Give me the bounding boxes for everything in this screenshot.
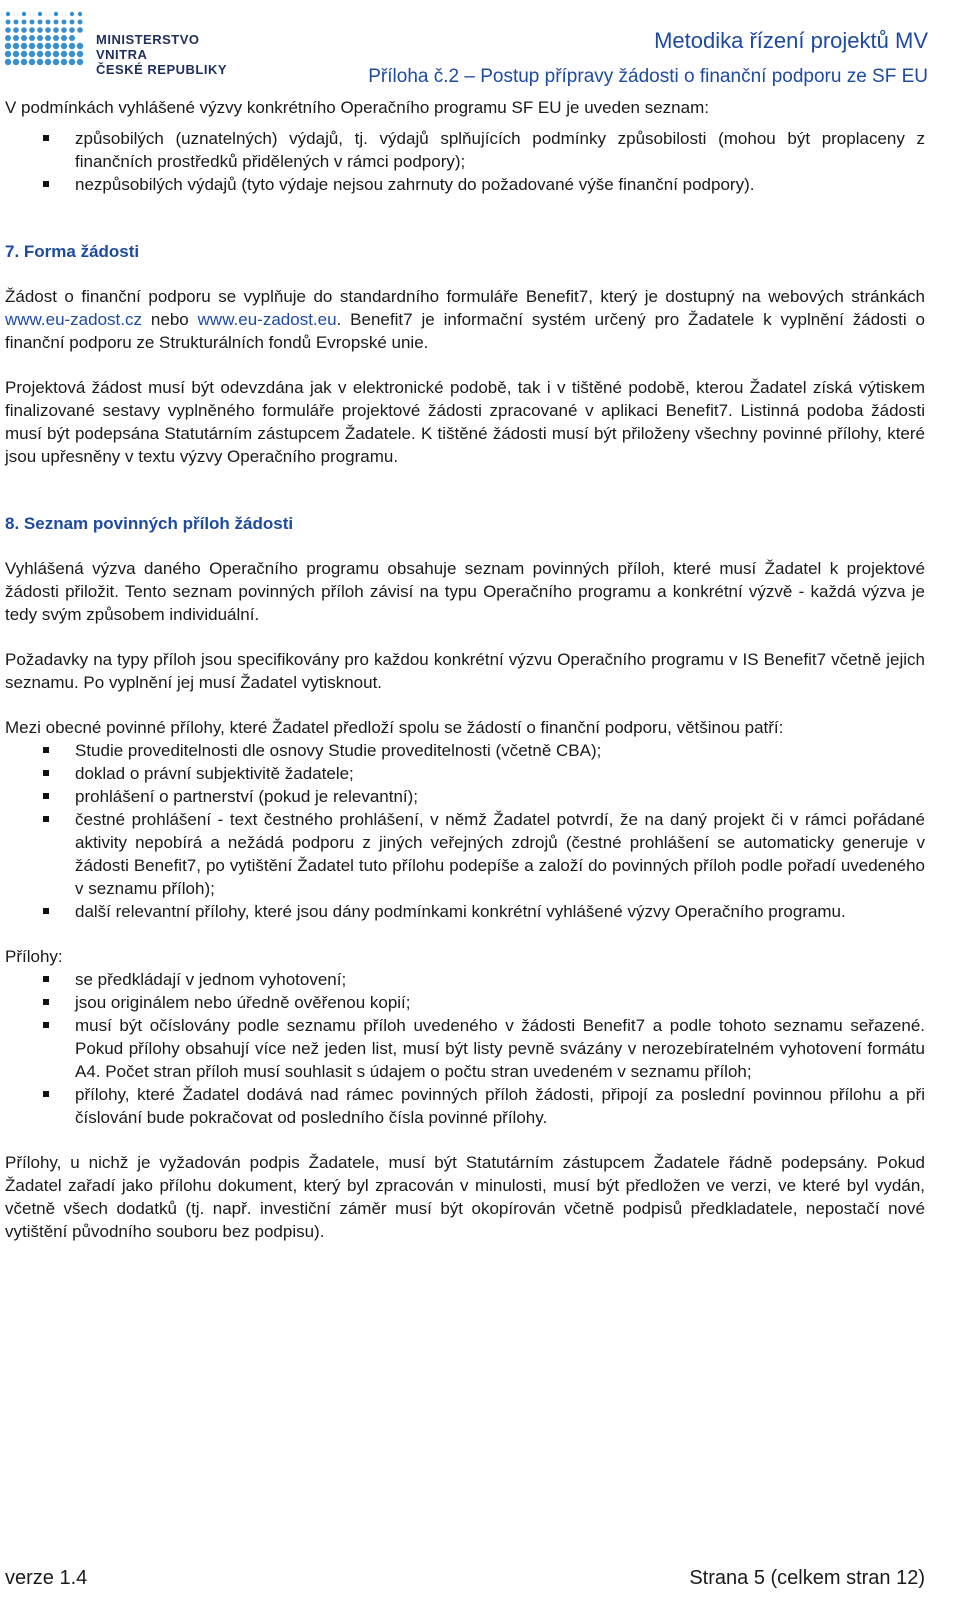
logo-dots-icon xyxy=(4,6,86,66)
list-item: Studie proveditelnosti dle osnovy Studie proveditelnosti (včetně CBA); xyxy=(5,739,925,762)
attachment-rules-list xyxy=(5,968,925,1129)
intro-paragraph: V podmínkách vyhlášené výzvy konkrétního Operačního programu SF EU je uveden seznam: xyxy=(5,98,709,117)
list-item: nezpůsobilých výdajů (tyto výdaje nejsou zahrnuty do požadované výše finanční podpory). xyxy=(5,173,925,196)
logo-line-2: ČESKÉ REPUBLIKY xyxy=(96,62,228,77)
logo-text xyxy=(96,32,244,77)
list-item: musí být očíslovány podle seznamu příloh uvedeného v žádosti Benefit7 a podle tohoto seznamu seřazené. Pokud přílohy obsahují více než jeden list, musí být listy pevně svázány v nerozebíratelném vyhotovení formátu A4. Počet stran příloh musí souhlasit s údajem o počtu stran uvedeném v seznamu příloh; xyxy=(5,1014,925,1083)
footer-page-number: Strana 5 (celkem stran 12) xyxy=(689,1567,925,1589)
section-7-paragraph-2: Projektová žádost musí být odevzdána jak v elektronické podobě, tak i v tištěné podobě, kterou Žadatel získá výtiskem finalizované sestavy vyplněného formuláře projektové žádosti zpracované v aplikaci Benefit7. Listinná podoba žádosti musí být podepsána Statutárním zástupcem Žadatele. K tištěné žádosti musí být přiloženy všechny povinné přílohy, které jsou upřesněny v textu výzvy Operačního programu. xyxy=(5,378,925,466)
list-item: další relevantní přílohy, které jsou dány podmínkami konkrétní vyhlášené výzvy Operačního programu. xyxy=(5,900,925,923)
section-7-paragraph-1 xyxy=(5,285,925,354)
list-item: se předkládají v jednom vyhotovení; xyxy=(5,968,925,991)
header-title: Metodika řízení projektů MV xyxy=(654,28,928,53)
section-7-heading: 7. Forma žádosti xyxy=(5,242,140,261)
list-item: doklad o právní subjektivitě žadatele; xyxy=(5,762,925,785)
main-content xyxy=(5,96,925,1243)
list-item: čestné prohlášení - text čestného prohlášení, v němž Žadatel potvrdí, že na daný projekt či v rámci pořádané aktivity nepobírá a nežádá podporu z jiných veřejných zdrojů (čestné prohlášení se automaticky generuje v žádosti Benefit7, po vytištění Žadatel tuto přílohu podepíše a založí do povinných příloh podle pořadí uvedeného v seznamu příloh); xyxy=(5,808,925,900)
footer-version: verze 1.4 xyxy=(5,1567,88,1589)
attachments-label: Přílohy: xyxy=(5,947,63,966)
eu-zadost-eu-link[interactable]: www.eu-zadost.eu xyxy=(197,310,337,329)
list-item: přílohy, které Žadatel dodává nad rámec povinných příloh žádosti, připojí za poslední povinnou přílohu a při číslování bude pokračovat od posledního čísla povinné přílohy. xyxy=(5,1083,925,1129)
eu-zadost-cz-link[interactable]: www.eu-zadost.cz xyxy=(5,310,142,329)
expense-list xyxy=(5,127,925,196)
header-subtitle: Příloha č.2 – Postup přípravy žádosti o finanční podporu ze SF EU xyxy=(368,66,928,87)
section-8-paragraph-2: Požadavky na typy příloh jsou specifikovány pro každou konkrétní výzvu Operačního programu v IS Benefit7 včetně jejich seznamu. Po vyplnění jej musí Žadatel vytisknout. xyxy=(5,650,925,692)
list-item: prohlášení o partnerství (pokud je relevantní); xyxy=(5,785,925,808)
section-8-paragraph-3: Mezi obecné povinné přílohy, které Žadatel předloží spolu se žádostí o finanční podporu, většinou patří: xyxy=(5,718,784,737)
list-item: způsobilých (uznatelných) výdajů, tj. výdajů splňujících podmínky způsobilosti (mohou být proplaceny z finančních prostředků přidělených v rámci podpory); xyxy=(5,127,925,173)
text-span: nebo xyxy=(142,310,198,329)
required-attachments-list xyxy=(5,739,925,923)
section-8-heading: 8. Seznam povinných příloh žádosti xyxy=(5,514,294,533)
text-span: Žádost o finanční podporu se vyplňuje do standardního formuláře Benefit7, který je dostupný na webových stránkách xyxy=(5,287,925,306)
list-item: jsou originálem nebo úředně ověřenou kopií; xyxy=(5,991,925,1014)
section-8-paragraph-1: Vyhlášená výzva daného Operačního programu obsahuje seznam povinných příloh, které musí Žadatel k projektové žádosti přiložit. Tento seznam povinných příloh závisí na typu Operačního programu a konkrétní výzvě - každá výzva je tedy svým způsobem individuální. xyxy=(5,559,925,624)
text-span: . Benefit7 je informační systém určený pro Žadatele k vyplnění žádosti o finanční podporu ze Strukturálních fondů Evropské unie. xyxy=(5,310,925,352)
logo-line-1: MINISTERSTVO VNITRA xyxy=(96,32,200,62)
section-8-paragraph-4: Přílohy, u nichž je vyžadován podpis Žadatele, musí být Statutárním zástupcem Žadatele řádně podepsány. Pokud Žadatel zařadí jako přílohu dokument, který byl zpracován v minulosti, musí být předložen ve verzi, ve které byl vydán, včetně všech dodatků (tj. např. investiční záměr musí být okopírován včetně podpisů předkladatele, nepostačí nové vytištění původního souboru bez podpisu). xyxy=(5,1153,925,1241)
ministry-logo xyxy=(4,6,244,77)
